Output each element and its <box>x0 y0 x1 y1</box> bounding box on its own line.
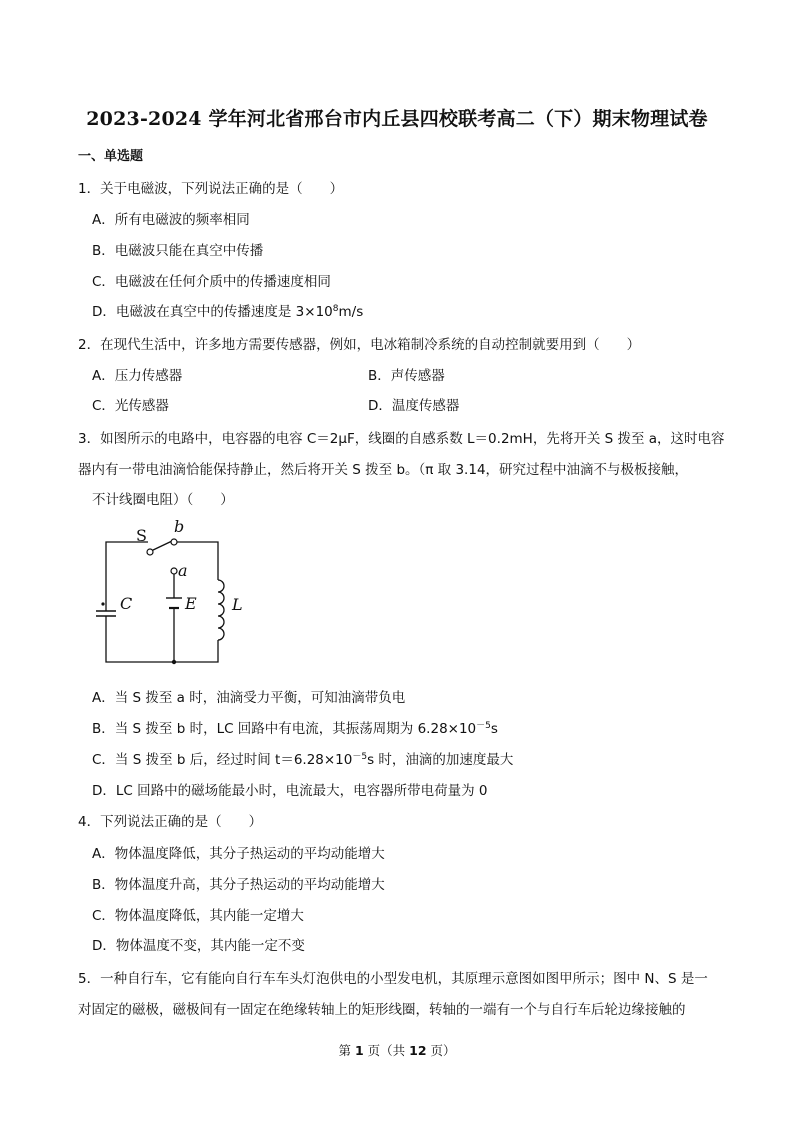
label-e: E <box>185 594 197 613</box>
question-3-stem-line-3: 不计线圈电阻）（ ） <box>92 492 234 508</box>
question-2-option-d: D．温度传感器 <box>368 398 460 414</box>
question-4-option-d: D．物体温度不变，其内能一定不变 <box>92 938 305 954</box>
question-2-option-b: B．声传感器 <box>368 368 445 384</box>
question-3-option-a: A．当 S 拨至 a 时，油滴受力平衡，可知油滴带负电 <box>92 690 406 706</box>
terminal-a <box>171 568 177 574</box>
terminal-b <box>171 539 177 545</box>
inductor-coil <box>218 580 224 640</box>
wire-bottom <box>106 616 218 662</box>
question-4-option-a: A．物体温度降低，其分子热运动的平均动能增大 <box>92 846 385 862</box>
question-2-option-a: A．压力传感器 <box>92 368 183 384</box>
question-3-option-d: D．LC 回路中的磁场能最小时，电流最大，电容器所带电荷量为 0 <box>92 783 488 799</box>
question-3-stem-line-2: 器内有一带电油滴恰能保持静止，然后将开关 S 拨至 b。（π 取 3.14，研究过程中油滴不与极板接触， <box>78 462 689 478</box>
page-footer: 第 1 页（共 12 页） <box>338 1043 456 1058</box>
question-1-option-c: C．电磁波在任何介质中的传播速度相同 <box>92 274 331 290</box>
section-heading: 一、单选题 <box>78 149 144 164</box>
question-5-stem-line-1: 5．一种自行车，它有能向自行车车头灯泡供电的小型发电机，其原理示意图如图甲所示；图中 N、S 是一 <box>78 971 708 987</box>
question-4-option-c: C．物体温度降低，其内能一定增大 <box>92 908 304 924</box>
switch-pivot <box>147 549 153 555</box>
oil-drop <box>101 602 104 605</box>
question-1-stem: 1．关于电磁波，下列说法正确的是（ ） <box>78 181 344 197</box>
question-4-stem: 4．下列说法正确的是（ ） <box>78 814 263 830</box>
question-1-option-b: B．电磁波只能在真空中传播 <box>92 243 264 259</box>
label-c: C <box>120 594 133 613</box>
question-3-option-b: B．当 S 拨至 b 时，LC 回路中有电流，其振荡周期为 $6.28\times 10^{-5}s$ <box>92 721 498 737</box>
question-3-stem-line-1: 3．如图所示的电路中，电容器的电容 C＝2μF，线圈的自感系数 L＝0.2mH，先将开关 S 拨至 a，这时电容 <box>78 431 725 447</box>
switch-blade <box>151 541 172 551</box>
exam-title: 2023-2024 学年河北省邢台市内丘县四校联考高二（下）期末物理试卷 <box>86 108 708 130</box>
junction-dot <box>172 660 176 664</box>
question-4-option-b: B．物体温度升高，其分子热运动的平均动能增大 <box>92 877 385 893</box>
question-2-stem: 2．在现代生活中，许多地方需要传感器，例如，电冰箱制冷系统的自动控制就要用到（ ） <box>78 337 641 353</box>
label-a: a <box>178 561 188 580</box>
label-l: L <box>232 595 243 614</box>
lc-circuit-diagram <box>92 512 252 674</box>
question-1-option-a: A．所有电磁波的频率相同 <box>92 212 250 228</box>
question-1-option-d: D．电磁波在真空中的传播速度是 $3\times 10^8m/s$ <box>92 304 364 320</box>
question-2-option-c: C．光传感器 <box>92 398 169 414</box>
label-b: b <box>174 517 185 536</box>
question-3-option-c: C．当 S 拨至 b 后，经过时间 $t=6.28\times 10^{-5}s$ 时，油滴的加速度最大 <box>92 752 514 768</box>
label-switch-s: S <box>136 526 147 545</box>
question-5-stem-line-2: 对固定的磁极，磁极间有一固定在绝缘转轴上的矩形线圈，转轴的一端有一个与自行车后轮边缘接触的 <box>78 1002 686 1018</box>
